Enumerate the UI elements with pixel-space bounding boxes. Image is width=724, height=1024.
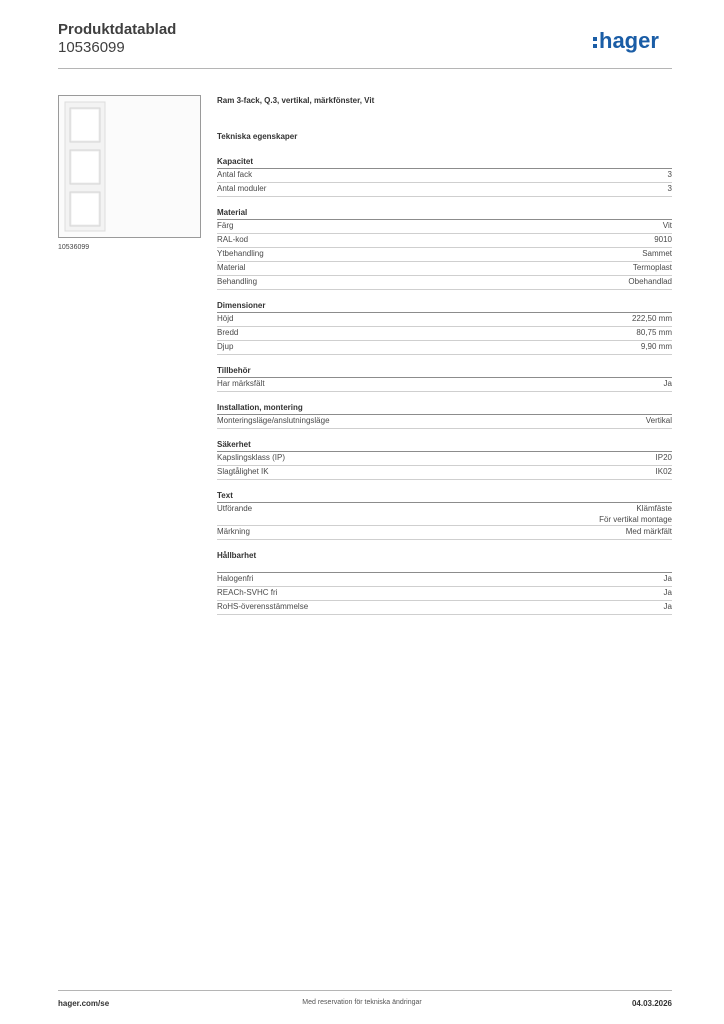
spec-label: Ytbehandling xyxy=(217,249,264,258)
product-description: Ram 3-fack, Q.3, vertikal, märkfönster, Vit xyxy=(217,96,375,105)
section-title: Kapacitet xyxy=(217,156,672,169)
section-title: Tillbehör xyxy=(217,365,672,378)
spec-value: 80,75 mm xyxy=(636,328,672,337)
spec-label: Material xyxy=(217,263,246,272)
page-title: Produktdatablad xyxy=(58,21,177,38)
spec-label: Höjd xyxy=(217,314,234,323)
spec-row xyxy=(217,503,672,526)
spec-value: Vit xyxy=(662,221,672,230)
section-title: Material xyxy=(217,207,672,220)
section-title: Dimensioner xyxy=(217,300,672,313)
spec-row xyxy=(217,341,672,355)
section-safety xyxy=(217,439,672,480)
spec-row xyxy=(217,234,672,248)
spec-value: Ja xyxy=(663,379,672,388)
spec-row xyxy=(217,415,672,429)
section-installation xyxy=(217,402,672,429)
spec-label: RAL-kod xyxy=(217,235,249,244)
spec-row xyxy=(217,526,672,540)
spec-content xyxy=(217,96,672,615)
spec-value: Med märkfält xyxy=(625,527,672,536)
spec-label: Kapslingsklass (IP) xyxy=(217,453,286,462)
spec-value: 9,90 mm xyxy=(640,342,672,351)
footer-divider xyxy=(58,990,672,991)
spec-label: Halogenfri xyxy=(217,574,254,583)
spec-row xyxy=(217,248,672,262)
spec-value: 222,50 mm xyxy=(631,314,672,323)
section-title: Installation, montering xyxy=(217,402,672,415)
spec-row xyxy=(217,313,672,327)
spec-value: IP20 xyxy=(655,453,672,462)
product-image-caption: 10536099 xyxy=(58,244,90,251)
section-title: Säkerhet xyxy=(217,439,672,452)
spec-row xyxy=(217,587,672,601)
spec-row xyxy=(217,572,672,587)
spec-label: REACh-SVHC fri xyxy=(217,588,278,597)
spec-label: Antal moduler xyxy=(217,184,267,193)
spec-label: Slagtålighet IK xyxy=(217,467,269,476)
section-title: Hållbarhet xyxy=(217,551,257,560)
spec-value: Ja xyxy=(663,602,672,611)
footer-disclaimer: Med reservation för tekniska ändringar xyxy=(302,999,422,1006)
spec-row xyxy=(217,183,672,197)
spec-value: 3 xyxy=(667,170,672,179)
product-image xyxy=(58,95,201,238)
spec-label: Färg xyxy=(217,221,234,230)
section-text xyxy=(217,490,672,540)
spec-label: Märkning xyxy=(217,527,250,536)
spec-row xyxy=(217,262,672,276)
spec-row xyxy=(217,169,672,183)
spec-label: Djup xyxy=(217,342,234,351)
spec-label: Monteringsläge/anslutningsläge xyxy=(217,416,330,425)
spec-value: Ja xyxy=(663,574,672,583)
section-dimensions xyxy=(217,300,672,355)
section-accessories xyxy=(217,365,672,392)
hager-logo xyxy=(592,27,674,57)
spec-value: IK02 xyxy=(655,467,672,476)
spec-label: Har märksfält xyxy=(217,379,265,388)
spec-label: Antal fack xyxy=(217,170,253,179)
spec-value: 3 xyxy=(667,184,672,193)
spec-value: Termoplast xyxy=(632,263,672,272)
logo-text: hager xyxy=(599,28,659,53)
spec-label: Behandling xyxy=(217,277,258,286)
spec-label: Utförande xyxy=(217,504,253,513)
spec-value-line: Klämfäste xyxy=(636,504,672,513)
frame-illustration xyxy=(59,96,200,237)
spec-value: Obehandlad xyxy=(628,277,672,286)
spec-value: Ja xyxy=(663,588,672,597)
section-material xyxy=(217,207,672,290)
spec-row xyxy=(217,220,672,234)
section-title: Text xyxy=(217,490,672,503)
footer-date: 04.03.2026 xyxy=(631,999,672,1008)
spec-value-line: För vertikal montage xyxy=(599,515,672,524)
spec-row xyxy=(217,378,672,392)
spec-label: Bredd xyxy=(217,328,239,337)
spec-row xyxy=(217,276,672,290)
spec-label: RoHS-överensstämmelse xyxy=(217,602,309,611)
spec-value: Vertikal xyxy=(645,416,672,425)
technical-properties-heading: Tekniska egenskaper xyxy=(217,132,298,141)
spec-value xyxy=(599,503,672,525)
spec-row xyxy=(217,327,672,341)
section-sustainability xyxy=(217,550,672,615)
spec-row xyxy=(217,466,672,480)
footer-website: hager.com/se xyxy=(58,999,110,1008)
product-number: 10536099 xyxy=(58,39,125,56)
spec-value: 9010 xyxy=(654,235,672,244)
spec-row xyxy=(217,601,672,615)
header-divider xyxy=(58,68,672,69)
section-capacity xyxy=(217,156,672,197)
spec-value: Sammet xyxy=(642,249,672,258)
spec-row xyxy=(217,452,672,466)
